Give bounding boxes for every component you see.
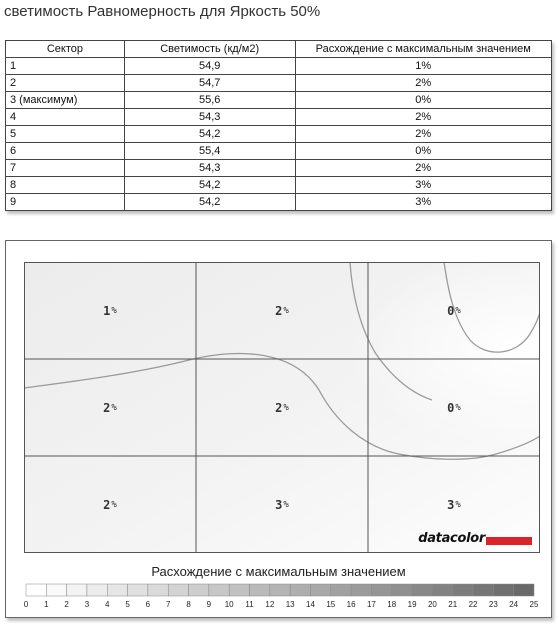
- sector-cell: 6: [6, 143, 125, 160]
- scale-tick-label: 25: [529, 600, 539, 609]
- deviation-cell: 0%: [295, 92, 552, 109]
- logo-text: datacolor: [418, 531, 485, 546]
- sector-cell: 8: [6, 177, 125, 194]
- sector-9-unit: %: [455, 499, 461, 510]
- scale-segment: [128, 584, 148, 596]
- scale-tick-label: 7: [166, 600, 171, 609]
- sector-cell: 2: [6, 75, 125, 92]
- sector-7-unit: %: [111, 499, 117, 510]
- scale-segment: [371, 584, 391, 596]
- scale-tick-label: 13: [285, 600, 295, 609]
- page-title: светимость Равномерность для Яркость 50%: [4, 3, 321, 20]
- sector-1-value: 1: [103, 303, 111, 318]
- sector-7-value: 2: [103, 497, 111, 512]
- table-row: [6, 177, 552, 194]
- table-row: [6, 109, 552, 126]
- deviation-cell: 2%: [295, 109, 552, 126]
- scale-tick-label: 8: [186, 600, 191, 609]
- sector-table: [5, 40, 552, 211]
- scale-tick-label: 23: [488, 600, 498, 609]
- datacolor-logo: [418, 531, 532, 546]
- sector-cell: 1: [6, 58, 125, 75]
- scale-tick-label: 17: [366, 600, 376, 609]
- scale-segment: [453, 584, 473, 596]
- scale-tick-label: 20: [427, 600, 437, 609]
- scale-tick-label: 24: [509, 600, 519, 609]
- scale-tick-label: 0: [23, 600, 29, 609]
- scale-tick-label: 19: [407, 600, 417, 609]
- sector-cell: 7: [6, 160, 125, 177]
- sector-4-value: 2: [103, 400, 111, 415]
- scale-segment: [189, 584, 209, 596]
- scale-segment: [26, 584, 46, 596]
- sector-cell: 5: [6, 126, 125, 143]
- luminance-cell: 54,9: [124, 58, 295, 75]
- uniformity-map: [24, 262, 540, 553]
- scale-segment: [290, 584, 310, 596]
- sector-6-value: 0: [447, 400, 455, 415]
- sector-1-label: [24, 262, 196, 359]
- table-row: [6, 58, 552, 75]
- sector-5-unit: %: [283, 402, 289, 413]
- legend-title: Расхождение с максимальным значением: [151, 564, 406, 579]
- scale-segment: [168, 584, 188, 596]
- sector-8-value: 3: [275, 497, 283, 512]
- sector-2-label: [196, 262, 368, 359]
- scale-segment: [270, 584, 290, 596]
- deviation-cell: 1%: [295, 58, 552, 75]
- sector-cell: 9: [6, 194, 125, 211]
- table-row: [6, 160, 552, 177]
- sector-table-container: [5, 40, 552, 211]
- deviation-scale-bar: [22, 583, 538, 597]
- scale-segment: [229, 584, 249, 596]
- sector-cell: 4: [6, 109, 125, 126]
- sector-5-value: 2: [275, 400, 283, 415]
- deviation-cell: 0%: [295, 143, 552, 160]
- scale-segment: [209, 584, 229, 596]
- sector-3-value: 0: [447, 303, 455, 318]
- table-row: [6, 126, 552, 143]
- table-row: [6, 143, 552, 160]
- column-header-luminance: Светимость (кд/м2): [124, 41, 295, 58]
- scale-segment: [493, 584, 513, 596]
- luminance-cell: 54,3: [124, 109, 295, 126]
- scale-tick-label: 9: [206, 600, 212, 609]
- luminance-cell: 55,6: [124, 92, 295, 109]
- luminance-cell: 54,2: [124, 194, 295, 211]
- scale-segment: [67, 584, 87, 596]
- scale-segment: [514, 584, 534, 596]
- deviation-cell: 3%: [295, 194, 552, 211]
- luminance-cell: 54,7: [124, 75, 295, 92]
- scale-tick-label: 2: [64, 600, 69, 609]
- sector-9-value: 3: [447, 497, 455, 512]
- deviation-cell: 2%: [295, 160, 552, 177]
- table-row: [6, 75, 552, 92]
- scale-segment: [87, 584, 107, 596]
- scale-tick-label: 22: [468, 600, 478, 609]
- scale-segment: [148, 584, 168, 596]
- sector-2-unit: %: [283, 305, 289, 316]
- scale-segment: [46, 584, 66, 596]
- scale-tick-label: 5: [125, 600, 130, 609]
- scale-tick-label: 3: [84, 600, 90, 609]
- sector-3-label: [368, 262, 540, 359]
- scale-tick-label: 4: [105, 600, 110, 609]
- scale-segment: [331, 584, 351, 596]
- scale-tick-label: 16: [346, 600, 356, 609]
- sector-8-unit: %: [283, 499, 289, 510]
- sector-4-unit: %: [111, 402, 117, 413]
- luminance-cell: 54,2: [124, 126, 295, 143]
- sector-3-unit: %: [455, 305, 461, 316]
- scale-segment: [250, 584, 270, 596]
- table-header-row: [6, 41, 552, 58]
- scale-tick-label: 12: [265, 600, 275, 609]
- sector-1-unit: %: [111, 305, 117, 316]
- luminance-cell: 54,3: [124, 160, 295, 177]
- deviation-cell: 2%: [295, 126, 552, 143]
- column-header-sector: Сектор: [6, 41, 125, 58]
- scale-tick-label: 14: [306, 600, 315, 609]
- table-row: [6, 194, 552, 211]
- scale-tick-label: 11: [245, 600, 254, 609]
- scale-tick-label: 10: [224, 600, 234, 609]
- sector-4-label: [24, 359, 196, 456]
- sector-7-label: [24, 456, 196, 553]
- table-body: [6, 58, 552, 211]
- deviation-cell: 3%: [295, 177, 552, 194]
- scale-segment: [473, 584, 493, 596]
- sector-8-label: [196, 456, 368, 553]
- sector-6-label: [368, 359, 540, 456]
- scale-segment: [432, 584, 452, 596]
- scale-segment: [351, 584, 371, 596]
- deviation-cell: 2%: [295, 75, 552, 92]
- table-row: [6, 92, 552, 109]
- scale-tick-label: 6: [145, 600, 151, 609]
- sector-2-value: 2: [275, 303, 283, 318]
- scale-segment: [412, 584, 432, 596]
- scale-tick-label: 21: [448, 600, 458, 609]
- scale-segment: [107, 584, 127, 596]
- scale-segment: [392, 584, 412, 596]
- scale-tick-label: 18: [387, 600, 397, 609]
- scale-tick-label: 15: [326, 600, 336, 609]
- column-header-deviation: Расхождение с максимальным значением: [295, 41, 552, 58]
- scale-tick-label: 1: [44, 600, 49, 609]
- uniformity-figure: [5, 240, 552, 618]
- scale-segment: [310, 584, 330, 596]
- luminance-cell: 54,2: [124, 177, 295, 194]
- sector-5-label: [196, 359, 368, 456]
- sector-cell: 3 (максимум): [6, 92, 125, 109]
- logo-red-bar: [486, 537, 532, 545]
- sector-6-unit: %: [455, 402, 461, 413]
- luminance-cell: 55,4: [124, 143, 295, 160]
